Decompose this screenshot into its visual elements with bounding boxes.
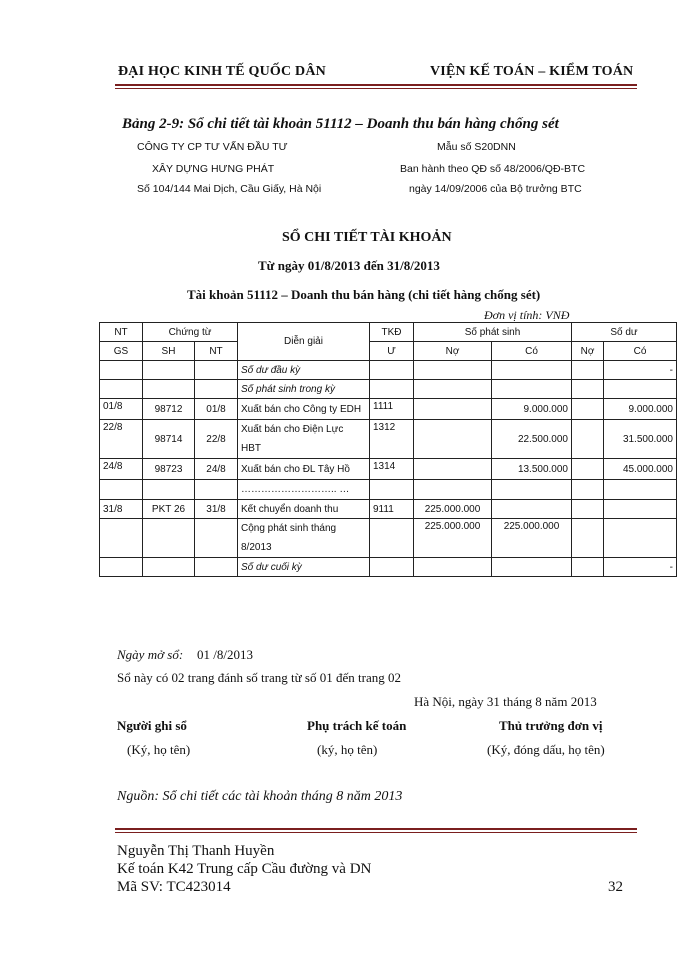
company-address: Số 104/144 Mai Dịch, Cầu Giấy, Hà Nội [137, 183, 322, 195]
student-id: Mã SV: TC423014 [117, 879, 231, 895]
header-rule [115, 84, 637, 86]
row-desc: Cộng phát sinh tháng 8/2013 [238, 519, 370, 558]
table-row [100, 480, 677, 500]
row-desc: Kết chuyển doanh thu [238, 500, 370, 519]
doc-title: SỔ CHI TIẾT TÀI KHOẢN [282, 230, 452, 245]
row-desc: Số dư đầu kỳ [238, 361, 370, 380]
table-row: 31/8 PKT 26 31/8 Kết chuyển doanh thu 9111 225.000.000 [100, 500, 677, 519]
col-tkdu-top: TKĐ [370, 323, 414, 342]
row-desc: ……………………….. … [238, 480, 370, 500]
doc-period: Từ ngày 01/8/2013 đến 31/8/2013 [258, 258, 440, 273]
row-desc: Số phát sinh trong kỳ [238, 380, 370, 399]
source-note: Nguồn: Sổ chi tiết các tài khoản tháng 8 năm 2013 [117, 789, 403, 804]
col-chung-tu: Chứng từ [143, 323, 238, 342]
col-tkdu-bottom: Ư [370, 342, 414, 361]
company-line-1: CÔNG TY CP TƯ VẤN ĐẦU TƯ [137, 141, 288, 153]
col-so-du: Số dư [572, 323, 677, 342]
signature-title-1: Người ghi sổ [117, 718, 187, 733]
form-decision: Ban hành theo QĐ số 48/2006/QĐ-BTC [400, 163, 586, 175]
col-nt: NT [195, 342, 238, 361]
company-line-2: XÂY DỰNG HƯNG PHÁT [152, 163, 275, 175]
signature-sub-1: (Ký, họ tên) [127, 742, 191, 757]
col-du-co: Có [604, 342, 677, 361]
place-date: Hà Nội, ngày 31 tháng 8 năm 2013 [414, 694, 597, 709]
table-caption: Bảng 2-9: Sổ chi tiết tài khoản 51112 – Doanh thu bán hàng chống sét [122, 116, 559, 132]
table-row: 24/8 98723 24/8 Xuất bán cho ĐL Tây Hồ 1314 13.500.000 45.000.000 [100, 459, 677, 480]
table-row: Số dư cuối kỳ - [100, 558, 677, 577]
footer-rule [115, 828, 637, 830]
table-row: 01/8 98712 01/8 Xuất bán cho Công ty EDH 1111 9.000.000 9.000.000 [100, 399, 677, 420]
page-count-note: Sổ này có 02 trang đánh số trang từ số 01 đến trang 02 [117, 670, 401, 685]
signature-sub-2: (ký, họ tên) [317, 742, 378, 757]
table-row [100, 380, 677, 399]
doc-account: Tài khoản 51112 – Doanh thu bán hàng (chi tiết hàng chống sét) [187, 287, 541, 302]
col-du-no: Nợ [572, 342, 604, 361]
col-so-phat-sinh: Số phát sinh [414, 323, 572, 342]
author-class: Kế toán K42 Trung cấp Cầu đường và DN [117, 861, 372, 877]
open-date-value: 01 /8/2013 [197, 647, 253, 662]
form-date: ngày 14/09/2006 của Bộ trưởng BTC [409, 183, 582, 195]
row-desc: Xuất bán cho Điện Lực HBT [238, 420, 370, 459]
form-number: Mẫu số S20DNN [437, 141, 516, 153]
signature-sub-3: (Ký, đóng dấu, họ tên) [487, 742, 605, 757]
doc-unit: Đơn vị tính: VNĐ [484, 308, 570, 322]
header-right: VIỆN KẾ TOÁN – KIỂM TOÁN [430, 64, 634, 79]
footer-rule-thin [115, 832, 637, 833]
col-ps-co: Có [492, 342, 572, 361]
row-desc: Xuất bán cho Công ty EDH [238, 399, 370, 420]
signature-title-3: Thủ trưởng đơn vị [499, 718, 603, 733]
col-ntgs-bottom: GS [100, 342, 143, 361]
row-desc: Số dư cuối kỳ [238, 558, 370, 577]
row-desc: Xuất bán cho ĐL Tây Hồ [238, 459, 370, 480]
col-ps-no: Nợ [414, 342, 492, 361]
header-left: ĐẠI HỌC KINH TẾ QUỐC DÂN [118, 64, 326, 79]
ledger-table [99, 322, 677, 577]
table-row: Cộng phát sinh tháng 8/2013 225.000.000 225.000.000 [100, 519, 677, 558]
col-dien-giai: Diễn giải [238, 323, 370, 361]
page-number: 32 [608, 879, 623, 895]
col-sh: SH [143, 342, 195, 361]
signature-title-2: Phụ trách kế toán [307, 718, 407, 733]
open-date-label: Ngày mở sổ: [117, 647, 184, 662]
header-rule-thin [115, 88, 637, 89]
author-name: Nguyễn Thị Thanh Huyền [117, 843, 275, 859]
table-row: 22/8 98714 22/8 Xuất bán cho Điện Lực HBT 1312 22.500.000 31.500.000 [100, 420, 677, 459]
table-row: Số dư đầu kỳ - [100, 361, 677, 380]
col-ntgs-top: NT [100, 323, 143, 342]
